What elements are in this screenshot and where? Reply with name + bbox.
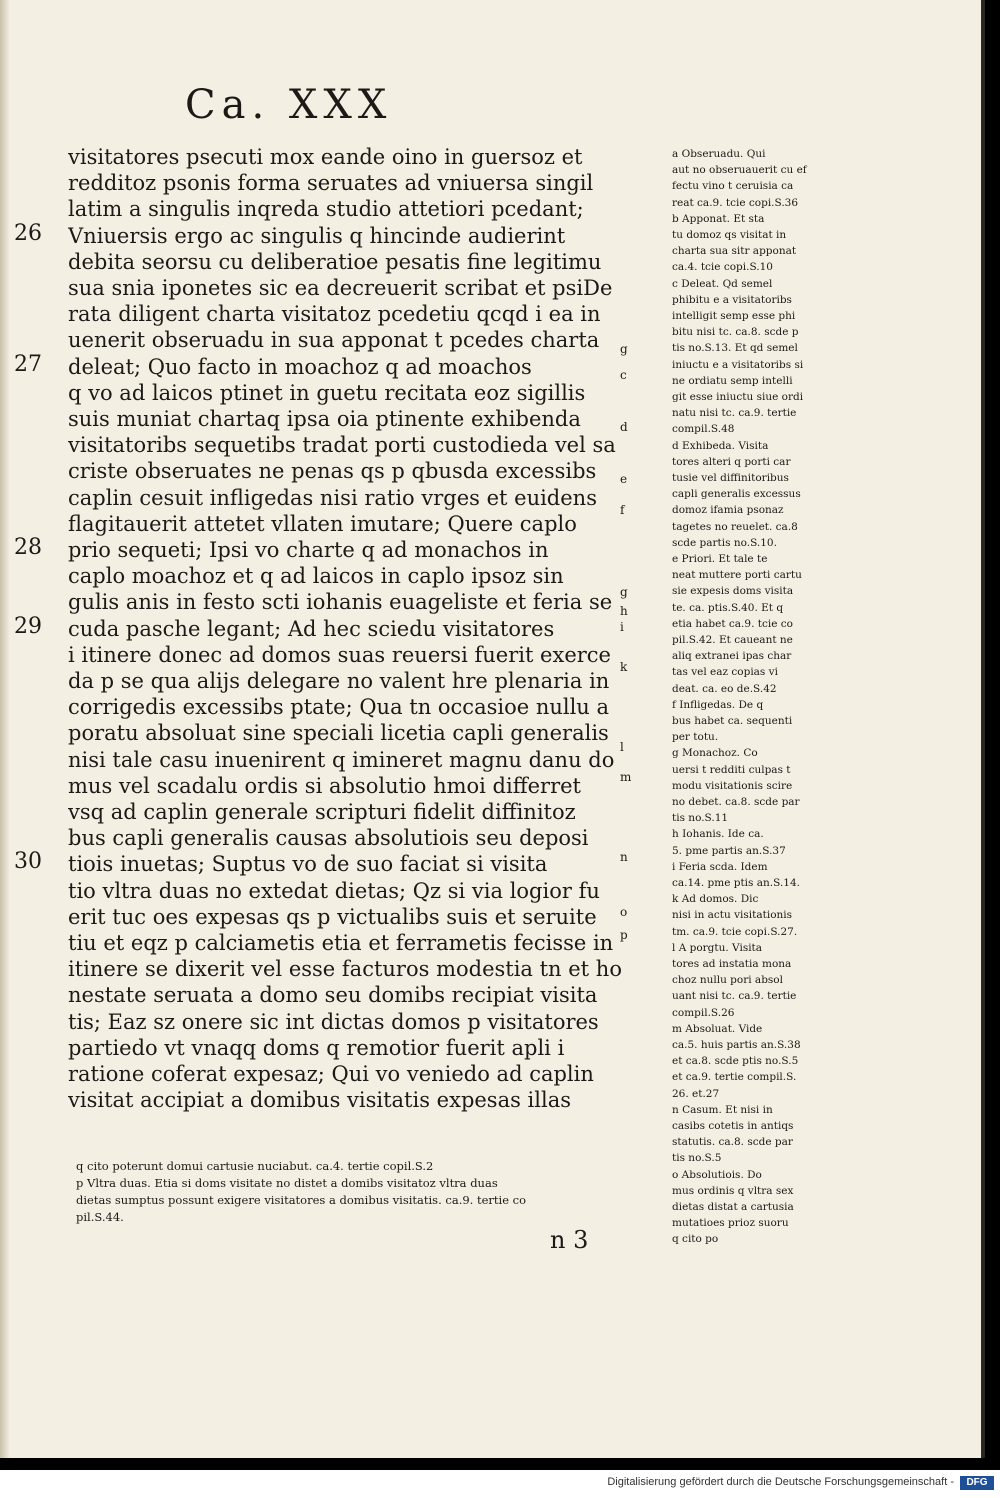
text-line: tiois inuetas; Suptus vo de suo faciat si visita bbox=[68, 852, 548, 877]
text-line: uenerit obseruadu in sua apponat t pcedes charta bbox=[68, 328, 600, 353]
text-line: ratione coferat expesaz; Qui vo veniedo ad caplin bbox=[68, 1062, 594, 1086]
commentary-line: e Priori. Et tale te bbox=[672, 553, 768, 565]
commentary-line: b Apponat. Et sta bbox=[672, 212, 765, 225]
commentary-line: phibitu e a visitatoribs bbox=[672, 293, 792, 306]
margin-letter: l bbox=[620, 740, 624, 754]
margin-letter: n bbox=[620, 850, 628, 864]
margin-letter: h bbox=[620, 604, 628, 618]
commentary-line: capli generalis excessus bbox=[672, 488, 801, 501]
line-number: 29 bbox=[14, 613, 42, 639]
text-line: prio sequeti; Ipsi vo charte q ad monachos in bbox=[68, 538, 549, 562]
commentary-line: compil.S.26 bbox=[672, 1006, 735, 1019]
commentary-line: natu nisi tc. ca.9. tertie bbox=[672, 407, 797, 420]
text-line: caplo moachoz et q ad laicos in caplo ipsoz sin bbox=[68, 564, 564, 589]
commentary-line: intelligit semp esse phi bbox=[672, 310, 796, 322]
text-line: visitatores psecuti mox eande oino in guersoz et bbox=[68, 145, 583, 169]
commentary-line: ne ordiatu semp intelli bbox=[672, 374, 793, 387]
text-line: tis; Eaz sz onere sic int dictas domos p visitatores bbox=[68, 1009, 599, 1034]
footnote-line: dietas sumptus possunt exigere visitatores a domibus visitatis. ca.9. tertie co bbox=[76, 1193, 527, 1207]
commentary-line: choz nullu pori absol bbox=[672, 974, 783, 987]
line-number: 26 bbox=[14, 220, 42, 246]
page-gutter bbox=[0, 0, 10, 1458]
commentary-line: k Ad domos. Dic bbox=[672, 893, 759, 906]
text-line: nestate seruata a domo seu domibs recipiat visita bbox=[68, 983, 598, 1008]
text-line: redditoz psonis forma seruates ad vniuersa singil bbox=[68, 171, 594, 196]
margin-letter: i bbox=[620, 620, 624, 634]
text-line: q vo ad laicos ptinet in guetu recitata eoz sigillis bbox=[68, 380, 586, 405]
commentary-line: per totu. bbox=[672, 731, 719, 744]
commentary-line: modu visitationis scire bbox=[672, 779, 793, 792]
margin-letter: c bbox=[620, 368, 627, 382]
margin-letter: d bbox=[620, 420, 628, 434]
signature-mark: n 3 bbox=[550, 1226, 589, 1254]
footnote-line: q cito poterunt domui cartusie nuciabut. ca.4. tertie copil.S.2 bbox=[76, 1159, 434, 1173]
commentary-line: tis no.S.13. Et qd semel bbox=[672, 342, 798, 355]
margin-letter: k bbox=[620, 660, 628, 674]
margin-letter: e bbox=[620, 472, 628, 486]
commentary-line: iniuctu e a visitatoribs si bbox=[672, 358, 804, 371]
commentary-line: ca.4. tcie copi.S.10 bbox=[672, 261, 773, 274]
text-line: suis muniat chartaq ipsa oia ptinente exhibenda bbox=[68, 407, 581, 431]
text-line: vsq ad caplin generale scripturi fidelit diffinitoz bbox=[68, 800, 576, 824]
commentary-line: tores alteri q porti car bbox=[672, 455, 791, 468]
text-line: poratu absoluat sine speciali licetia capli generalis bbox=[68, 721, 609, 746]
commentary-line: mus ordinis q vltra sex bbox=[672, 1184, 794, 1197]
commentary-line: te. ca. ptis.S.40. Et q bbox=[672, 601, 784, 614]
commentary-line: g Monachoz. Co bbox=[672, 747, 758, 760]
text-line: criste obseruates ne penas qs p qbusda excessibs bbox=[68, 459, 597, 484]
footnote-line: p Vltra duas. Etia si doms visitate no distet a domibs visitatoz vltra duas bbox=[76, 1176, 498, 1190]
commentary-line: etia habet ca.9. tcie co bbox=[672, 617, 793, 630]
commentary-line: h Iohanis. Ide ca. bbox=[672, 828, 764, 841]
commentary-line: tas vel eaz copias vi bbox=[672, 666, 778, 679]
commentary-line: bitu nisi tc. ca.8. scde p bbox=[672, 326, 799, 339]
commentary-line: d Exhibeda. Visita bbox=[672, 439, 769, 452]
commentary-line: dietas distat a cartusia bbox=[672, 1201, 794, 1213]
commentary-line: tu domoz qs visitat in bbox=[672, 229, 787, 241]
text-line: nisi tale casu inuenirent q imineret magnu danu do bbox=[68, 747, 615, 772]
margin-letter: m bbox=[620, 770, 632, 784]
text-line: mus vel scadalu ordis si absolutio hmoi differret bbox=[68, 773, 581, 798]
commentary-line: tm. ca.9. tcie copi.S.27. bbox=[672, 925, 798, 938]
commentary-line: aliq extranei ipas char bbox=[672, 650, 792, 663]
commentary-line: fectu vino t ceruisia ca bbox=[672, 180, 794, 193]
text-line: corrigedis excessibs ptate; Qua tn occasioe nullu a bbox=[68, 695, 610, 720]
text-line: visitatoribs sequetibs tradat porti custodieda vel sa bbox=[68, 433, 616, 458]
text-line: erit tuc oes expesas qs p victualibs suis et seruite bbox=[68, 904, 597, 929]
text-line: da p se qua alijs delegare no valent hre plenaria in bbox=[68, 669, 610, 693]
commentary-line: ca.5. huis partis an.S.38 bbox=[672, 1039, 801, 1051]
commentary-line: git esse iniuctu siue ordi bbox=[672, 391, 804, 403]
commentary-line: neat muttere porti cartu bbox=[672, 569, 802, 582]
commentary-line: uant nisi tc. ca.9. tertie bbox=[672, 990, 797, 1003]
text-line: flagitauerit attetet vllaten imutare; Quere caplo bbox=[68, 511, 577, 536]
commentary-line: tusie vel diffinitoribus bbox=[672, 472, 789, 484]
margin-letter: g bbox=[620, 585, 628, 599]
commentary-line: charta sua sitr apponat bbox=[672, 245, 797, 258]
commentary-line: deat. ca. eo de.S.42 bbox=[672, 682, 777, 695]
commentary-line: no debet. ca.8. scde par bbox=[672, 796, 800, 808]
commentary-line: et ca.8. scde ptis no.S.5 bbox=[672, 1055, 799, 1068]
text-line: tiu et eqz p calciametis etia et ferrametis fecisse in bbox=[68, 931, 614, 955]
commentary-line: bus habet ca. sequenti bbox=[672, 715, 793, 727]
commentary-line: m Absoluat. Vide bbox=[672, 1022, 763, 1035]
commentary-line: a Obseruadu. Qui bbox=[672, 148, 766, 160]
text-line: visitat accipiat a domibus visitatis expesas illas bbox=[68, 1088, 572, 1113]
text-line: i itinere donec ad domos suas reuersi fuerit exerce bbox=[68, 642, 611, 667]
text-line: tio vltra duas no extedat dietas; Qz si via logior fu bbox=[68, 878, 600, 903]
commentary-line: et ca.9. tertie compil.S. bbox=[672, 1071, 797, 1084]
text-line: gulis anis in festo scti iohanis euageliste et feria se bbox=[68, 590, 613, 615]
commentary-line: casibs cotetis in antiqs bbox=[672, 1120, 794, 1132]
commentary-line: tis no.S.5 bbox=[672, 1152, 722, 1165]
commentary-line: o Absolutiois. Do bbox=[672, 1168, 762, 1181]
margin-letter: g bbox=[620, 342, 628, 356]
text-line: debita seorsu cu deliberatioe pesatis fine legitimu bbox=[68, 249, 602, 274]
text-line: latim a singulis inqreda studio attetiori pcedant; bbox=[68, 197, 584, 222]
margin-letter: f bbox=[620, 503, 625, 517]
text-line: Vniuersis ergo ac singulis q hincinde audierint bbox=[68, 223, 566, 248]
commentary-line: i Feria scda. Idem bbox=[672, 860, 768, 873]
text-line: bus capli generalis causas absolutiois seu deposi bbox=[68, 826, 589, 851]
commentary-line: ca.14. pme ptis an.S.14. bbox=[672, 877, 800, 889]
text-line: sua snia iponetes sic ea decreuerit scribat et psiDe bbox=[68, 276, 613, 300]
commentary-line: domoz ifamia psonaz bbox=[672, 504, 784, 517]
commentary-line: pil.S.42. Et caueant ne bbox=[672, 634, 793, 646]
commentary-line: uersi t redditi culpas t bbox=[672, 763, 791, 776]
text-line: rata diligent charta visitatoz pcedetiu qcqd i ea in bbox=[68, 302, 601, 327]
line-number: 27 bbox=[14, 351, 42, 377]
commentary-line: nisi in actu visitationis bbox=[672, 909, 793, 922]
commentary-line: c Deleat. Qd semel bbox=[672, 277, 773, 290]
commentary-line: tores ad instatia mona bbox=[672, 958, 792, 970]
commentary-line: aut no obseruauerit cu ef bbox=[672, 164, 807, 177]
commentary-line: q cito po bbox=[672, 1233, 719, 1246]
line-number: 30 bbox=[14, 849, 42, 875]
commentary-line: tagetes no reuelet. ca.8 bbox=[672, 520, 798, 533]
commentary-line: 5. pme partis an.S.37 bbox=[672, 844, 786, 857]
text-line: deleat; Quo facto in moachoz q ad moachos bbox=[68, 354, 532, 379]
text-line: cuda pasche legant; Ad hec sciedu visitatores bbox=[68, 616, 555, 641]
chapter-title: Ca. XXX bbox=[185, 82, 393, 128]
commentary-line: f Infligedas. De q bbox=[672, 698, 764, 711]
chapter-heading bbox=[185, 82, 392, 128]
commentary-line: n Casum. Et nisi in bbox=[672, 1103, 773, 1116]
margin-letter: p bbox=[620, 928, 628, 942]
commentary-line: statutis. ca.8. scde par bbox=[672, 1136, 793, 1149]
margin-letter: o bbox=[620, 905, 628, 919]
commentary-line: l A porgtu. Visita bbox=[672, 941, 763, 954]
dfg-logo: DFG bbox=[960, 1476, 994, 1490]
commentary-line: mutatioes prioz suoru bbox=[672, 1217, 789, 1230]
text-line: partiedo vt vnaqq doms q remotior fuerit apli i bbox=[68, 1035, 565, 1060]
commentary-line: 26. et.27 bbox=[672, 1087, 720, 1100]
footnote-line: pil.S.44. bbox=[76, 1210, 124, 1224]
commentary-line: tis no.S.11 bbox=[672, 812, 729, 825]
line-number: 28 bbox=[14, 535, 42, 560]
commentary-line: sie expesis doms visita bbox=[672, 585, 794, 598]
credit-text: Digitalisierung gefördert durch die Deutsche Forschungsgemeinschaft - bbox=[607, 1476, 954, 1488]
text-line: caplin cesuit infligedas nisi ratio vrges et euidens bbox=[68, 485, 597, 510]
commentary-line: reat ca.9. tcie copi.S.36 bbox=[672, 196, 799, 209]
commentary-line: scde partis no.S.10. bbox=[672, 536, 777, 549]
digitization-credit-bar bbox=[0, 1470, 1000, 1498]
commentary-line: compil.S.48 bbox=[672, 423, 735, 436]
text-line: itinere se dixerit vel esse facturos modestia tn et ho bbox=[68, 957, 622, 982]
